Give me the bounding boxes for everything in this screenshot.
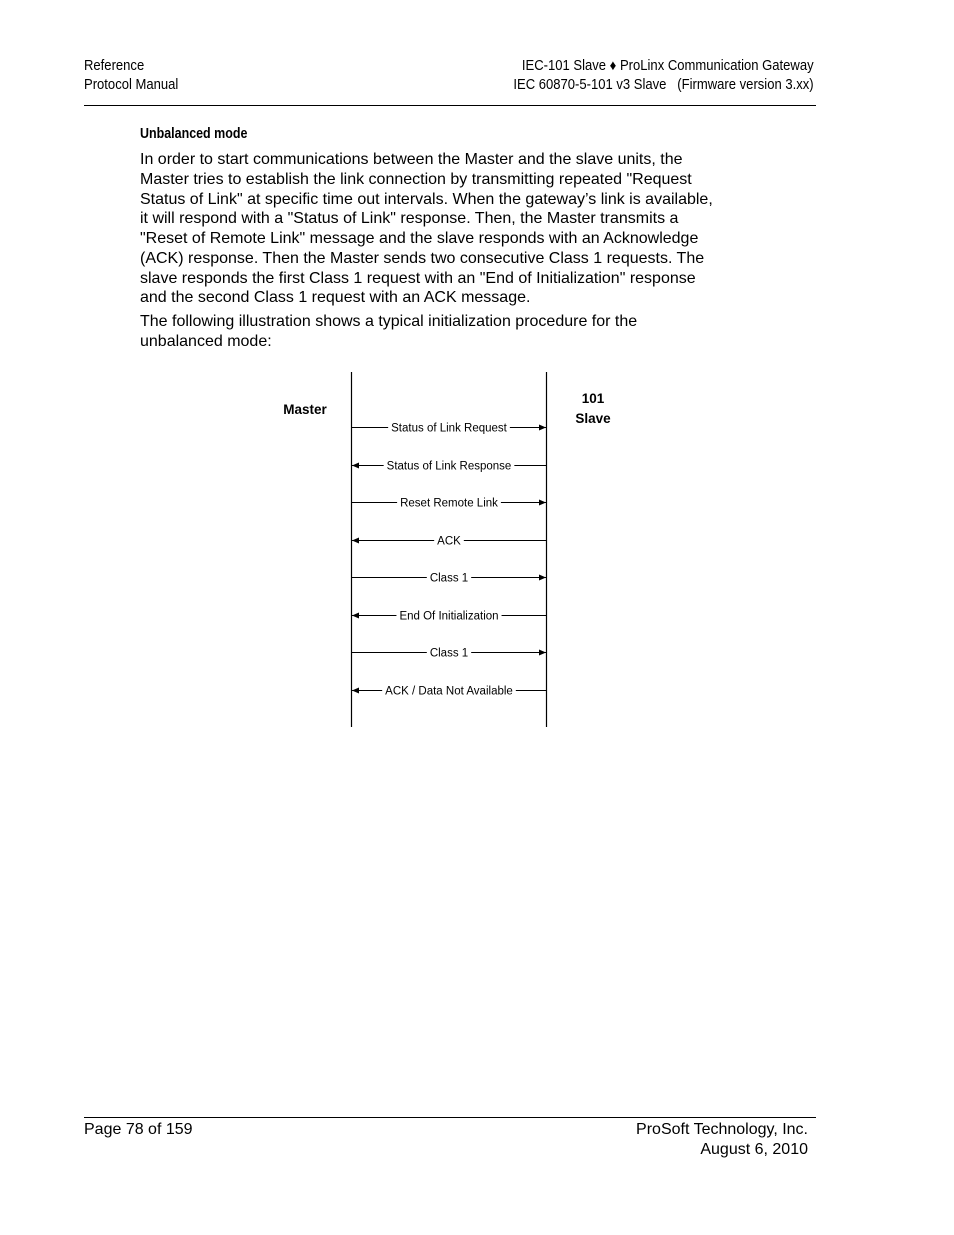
message-arrow [352, 686, 546, 698]
arrowhead [539, 575, 546, 581]
header-firmware: IEC 60870-5-101 v3 Slave (Firmware version 3.xx) [513, 77, 814, 93]
message-label: Class 1 [429, 647, 469, 660]
paragraph-line: unbalanced mode: [140, 332, 272, 350]
arrowhead [352, 613, 359, 619]
message-arrow [352, 536, 546, 548]
paragraph-line: (ACK) response. Then the Master sends two consecutive Class 1 requests. The [140, 249, 705, 267]
arrowhead [539, 650, 546, 656]
paragraph-line: and the second Class 1 request with an ACK message. [140, 289, 531, 307]
paragraph-line: it will respond with a "Status of Link" response. Then, the Master transmits a [140, 210, 679, 228]
message-arrow [352, 611, 546, 623]
footer-rule [84, 1117, 816, 1118]
paragraph-line: Status of Link" at specific time out intervals. When the gateway’s link is available, [140, 190, 713, 208]
page-footer-right [636, 1120, 808, 1160]
paragraph-line: The following illustration shows a typical initialization procedure for the [140, 313, 638, 330]
paragraph-line: In order to start communications between the Master and the slave units, the [140, 151, 683, 168]
arrowhead [539, 500, 546, 506]
message-arrows [352, 423, 546, 698]
message-label: End Of Initialization [399, 610, 499, 623]
arrowhead [539, 425, 546, 431]
message-arrow [352, 648, 546, 660]
message-label: Status of Link Response [386, 460, 512, 473]
footer-company: ProSoft Technology, Inc. [636, 1121, 808, 1138]
footer-date: August 6, 2010 [700, 1141, 808, 1158]
slave-label: Slave [575, 411, 611, 426]
paragraph-line: "Reset of Remote Link" message and the slave responds with an Acknowledge [140, 230, 699, 247]
message-arrow [352, 423, 546, 435]
section-title: Unbalanced mode [140, 126, 248, 142]
slave-label-number: 101 [581, 391, 605, 406]
message-label: Class 1 [429, 572, 469, 585]
message-arrow [352, 461, 546, 473]
arrowhead [352, 538, 359, 544]
header-manual-name: Protocol Manual [84, 77, 179, 93]
message-arrow [352, 573, 546, 585]
message-label: ACK [437, 535, 461, 548]
header-reference: Reference [84, 58, 145, 74]
master-label: Master [283, 402, 327, 417]
paragraph-line: Master tries to establish the link connection by transmitting repeated "Request [140, 170, 692, 188]
message-label: ACK / Data Not Available [385, 685, 513, 698]
message-label: Reset Remote Link [400, 497, 498, 510]
footer-page-number: Page 78 of 159 [84, 1121, 193, 1138]
message-arrow [352, 498, 546, 510]
message-label: Status of Link Request [391, 422, 507, 435]
arrowhead [352, 688, 359, 694]
paragraph-line: slave responds the first Class 1 request with an "End of Initialization" response [140, 269, 696, 287]
header-product: IEC-101 Slave ♦ ProLinx Communication Gateway [522, 58, 814, 74]
arrowhead [352, 463, 359, 469]
